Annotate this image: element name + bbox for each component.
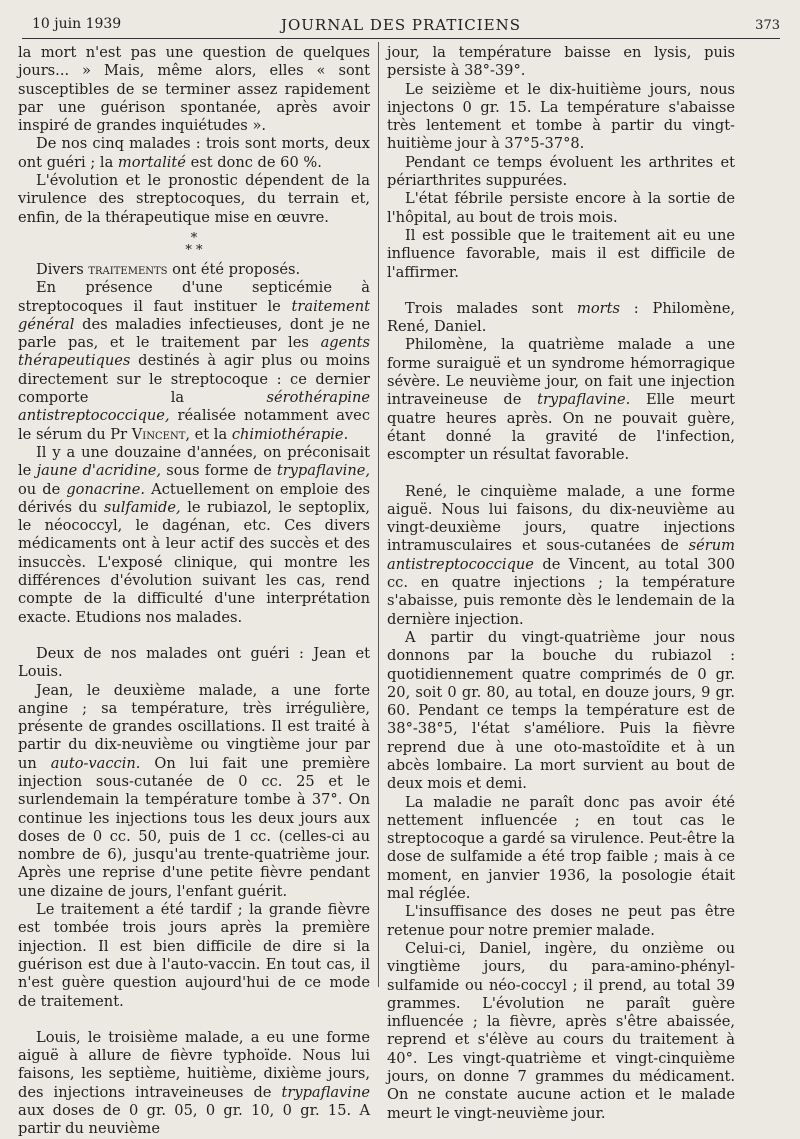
header-date: 10 juin 1939 — [32, 16, 122, 32]
paragraph: L'évolution et le pronostic dépendent de la virulence des streptocoques, du terrain et, enfin, de la thérapeutique mise en œuvre. — [18, 172, 370, 226]
section-heading: Divers traitements ont été proposés. — [36, 260, 301, 278]
page-header — [22, 14, 780, 39]
paragraph: la mort n'est pas une question de quelques jours... » Mais, même alors, elles « sont susceptibles de se terminer assez rapidement par une guérison spontanée, après avoir inspiré de grandes inquiétudes ». — [18, 44, 370, 135]
left-column — [18, 44, 370, 1139]
paragraph: Trois malades sont morts : Philomène, René, Daniel. — [387, 299, 735, 336]
journal-title: JOURNAL DES PRATICIENS — [280, 16, 522, 34]
paragraph: Le seizième et le dix-huitième jours, nous injectons 0 gr. 15. La température s'abaisse très lentement et tombe à partir du vingt-huitième jour à 37°5-37°8. — [387, 80, 735, 153]
paragraph: Jean, le deuxième malade, a une forte angine ; sa température, très irrégulière, présente de grandes oscillations. Il est traité à partir du dix-neuvième ou vingtième jour par un auto-vaccin. On lui fait une première injection sous-cutanée de 0 cc. 25 et le surlendemain la température tombe à 37°. On continue les injections tous les deux jours aux doses de 0 cc. 50, puis de 1 cc. (celles-ci au nombre de 6), jusqu'au trente-quatrième jour. Après une reprise d'une petite fièvre pendant une dizaine de jours, l'enfant guérit. — [18, 681, 371, 900]
paragraph: En présence d'une septicémie à streptocoques il faut instituer le traitement général des maladies infectieuses, dont je ne parle pas, et le traitement par les agents thérapeutiques destinés à agir plus ou moins directement sur le streptocoque : ce dernier comporte la sérothérapine antistreptococcique, réalisée notamment avec le sérum du Pr Vincent, et la chimiothérapie. — [18, 279, 370, 443]
right-column — [387, 44, 735, 1123]
paragraph: Le traitement a été tardif ; la grande fièvre est tombée trois jours après la première injection. Il est bien difficile de dire si la guérison est due à l'auto-vaccin. En tout cas, il n'est guère question aujourd'hui de ce mode de traitement. — [18, 901, 370, 1010]
page-number: 373 — [755, 18, 780, 33]
paragraph: Pendant ce temps évoluent les arthrites et périarthrites suppurées. — [387, 153, 735, 190]
paragraph: Louis, le troisième malade, a eu une forme aiguë à allure de fièvre typhoïde. Nous lui faisons, les septième, huitième, dixième jours, des injections intraveineuses de trypaflavine aux doses de 0 gr. 05, 0 gr. 10, 0 gr. 15. A partir du neuvième — [18, 1028, 370, 1138]
paragraph: Celui-ci, Daniel, ingère, du onzième ou vingtième jours, du para-amino-phényl-sulfamide ou néo-coccyl ; il prend, au total 39 grammes. L'évolution ne paraît guère influencée ; la fièvre, après s'être abaissée, reprend et s'élève au cours du traitement à 40°. Les vingt-quatrième et vingt-cinquième jours, on donne 7 grammes du médicament. On ne constate aucune action et le malade meurt le vingt-neuvième jour. — [387, 939, 735, 1122]
paragraph: L'état fébrile persiste encore à la sortie de l'hôpital, au bout de trois mois. — [387, 190, 735, 226]
paragraph: René, le cinquième malade, a une forme aiguë. Nous lui faisons, du dix-neuvième au vingt-deuxième jours, quatre injections intramusculaires et sous-cutanées de sérum antistreptococcique de Vincent, au total 300 cc. en quatre injections ; la température s'abaisse, puis remonte dès le lendemain de la dernière injection. — [387, 482, 735, 628]
paragraph: L'insuffisance des doses ne peut pas être retenue pour notre premier malade. — [387, 903, 735, 939]
paragraph: De nos cinq malades : trois sont morts, deux ont guéri ; la mortalité est donc de 60 %. — [18, 135, 370, 171]
paragraph: Il est possible que le traitement ait eu une influence favorable, mais il est difficile de l'affirmer. — [387, 226, 735, 281]
paragraph: jour, la température baisse en lysis, puis persiste à 38°-39°. — [387, 44, 735, 80]
column-divider — [378, 42, 379, 987]
paragraph: Deux de nos malades ont guéri : Jean et Louis. — [18, 644, 370, 681]
paragraph: La maladie ne paraît donc pas avoir été nettement influencée ; en tout cas le streptocoque a gardé sa virulence. Peut-être la dose de sulfamide a été trop faible ; mais à ce moment, en janvier 1936, la posologie était mal réglée. — [387, 793, 735, 903]
paragraph: A partir du vingt-quatrième jour nous donnons par la bouche du rubiazol : quotidiennement quatre comprimés de 0 gr. 20, soit 0 gr. 80, au total, en douze jours, 9 gr. 60. Pendant ce temps la température est de 38°-38°5, l'état s'améliore. Puis la fièvre reprend due à une oto-mastoïdite et à un abcès lombaire. La mort survient au bout de deux mois et demi. — [387, 628, 735, 793]
paragraph: Philomène, la quatrième malade a une forme suraiguë et un syndrome hémorragique sévère. Le neuvième jour, on fait une injection intraveineuse de trypaflavine. Elle meurt quatre heures après. On ne pouvait guère, étant donné la gravité de l'infection, escompter un résultat favorable. — [387, 336, 735, 464]
section-separator: * * * — [185, 230, 203, 258]
paragraph: Il y a une douzaine d'années, on préconisait le jaune d'acridine, sous forme de trypaflavine, ou de gonacrine. Actuellement on emploie des dérivés du sulfamide, le rubiazol, le septoplix, le néococcyl, le dagénan, etc. Ces divers médicaments ont à leur actif des succès et des insuccès. L'exposé clinique, qui montre les différences d'évolution suivant les cas, rend compte de la difficulté d'une interprétation exacte. Etudions nos malades. — [18, 443, 371, 626]
